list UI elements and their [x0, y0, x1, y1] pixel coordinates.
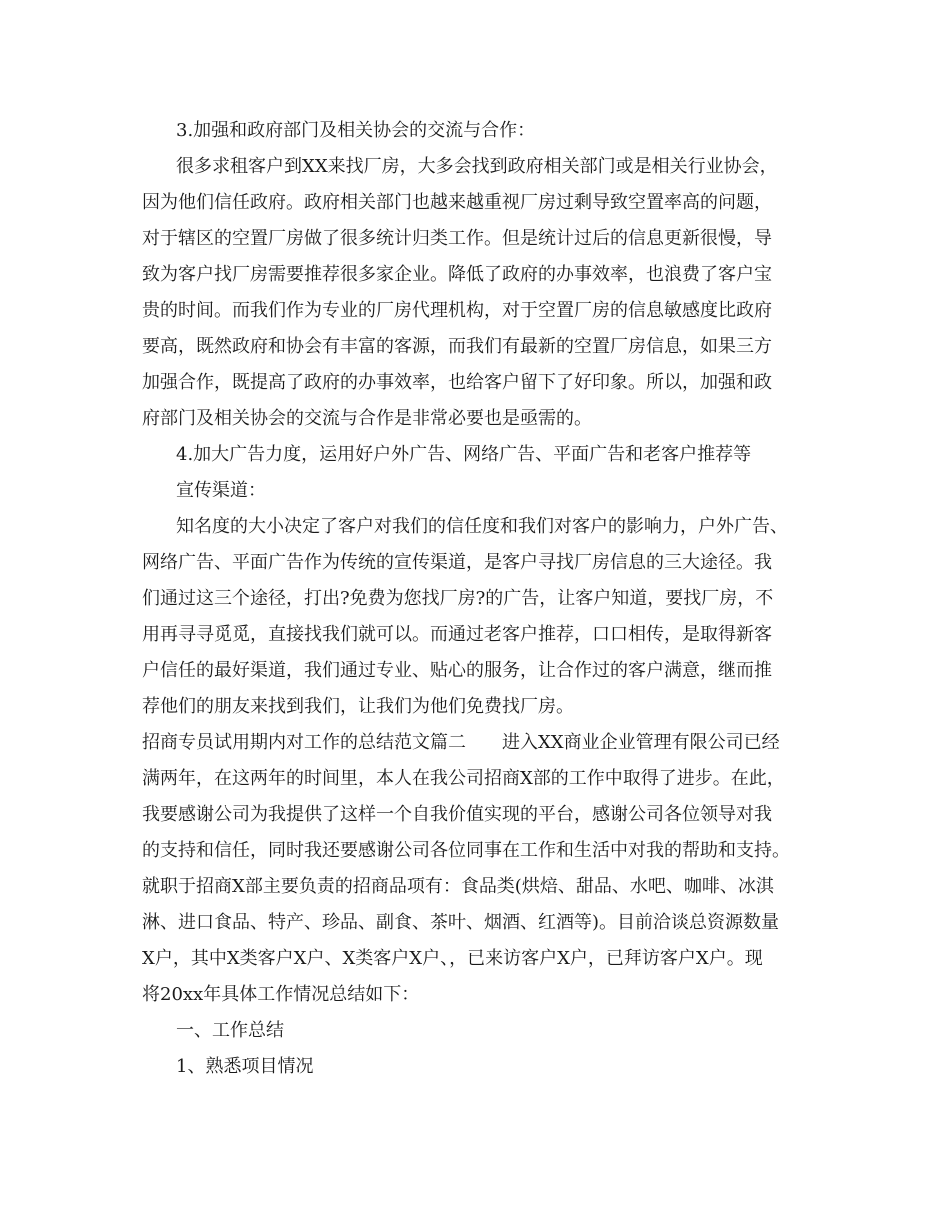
paragraph-line: 很多求租客户到XX来找厂房，大多会找到政府相关部门或是相关行业协会， [176, 156, 778, 177]
paragraph-line: 就职于招商X部主要负责的招商品项有：食品类(烘焙、甜品、水吧、咖啡、冰淇 [142, 876, 774, 897]
section-heading-4-continued: 宣传渠道： [176, 480, 266, 501]
paragraph-line: 将20xx年具体工作情况总结如下： [142, 984, 420, 1005]
paragraph-line: 网络广告、平面广告作为传统的宣传渠道，是客户寻找厂房信息的三大途径。我 [142, 552, 772, 573]
paragraph-line: 对于辖区的空置厂房做了很多统计归类工作。但是统计过后的信息更新很慢，导 [142, 228, 772, 249]
paragraph-line: 府部门及相关协会的交流与合作是非常必要也是亟需的。 [142, 408, 592, 429]
paragraph-line: 的支持和信任，同时我还要感谢公司各位同事在工作和生活中对我的帮助和支持。 [142, 840, 790, 861]
paragraph-line: 们通过这三个途径，打出?免费为您找厂房?的广告，让客户知道，要找厂房，不 [142, 588, 774, 609]
paragraph-line: 贵的时间。而我们作为专业的厂房代理机构，对于空置厂房的信息敏感度比政府 [142, 300, 772, 321]
section-heading-work-summary: 一、工作总结 [176, 1020, 284, 1041]
paragraph-line: 要高，既然政府和协会有丰富的客源，而我们有最新的空置厂房信息，如果三方 [142, 336, 772, 357]
paragraph-line: X户，其中X类客户X户、X类客户X户、，已来访客户X户，已拜访客户X户。现 [142, 948, 763, 969]
section-heading-3: 3.加强和政府部门及相关协会的交流与合作： [176, 120, 536, 141]
section-heading-4: 4.加大广告力度，运用好户外广告、网络广告、平面广告和老客户推荐等 [176, 444, 752, 465]
paragraph-line: 户信任的最好渠道，我们通过专业、贴心的服务，让合作过的客户满意，继而推 [142, 660, 772, 681]
article-title-line: 招商专员试用期内对工作的总结范文篇二 进入XX商业企业管理有限公司已经 [142, 732, 780, 753]
paragraph-line: 致为客户找厂房需要推荐很多家企业。降低了政府的办事效率，也浪费了客户宝 [142, 264, 772, 285]
paragraph-line: 因为他们信任政府。政府相关部门也越来越重视厂房过剩导致空置率高的问题， [142, 192, 772, 213]
subsection-heading: 1、熟悉项目情况 [176, 1056, 314, 1077]
paragraph-line: 我要感谢公司为我提供了这样一个自我价值实现的平台，感谢公司各位领导对我 [142, 804, 772, 825]
paragraph-line: 满两年，在这两年的时间里，本人在我公司招商X部的工作中取得了进步。在此， [142, 768, 785, 789]
paragraph-line: 加强合作，既提高了政府的办事效率，也给客户留下了好印象。所以，加强和政 [142, 372, 772, 393]
paragraph-line: 用再寻寻觅觅，直接找我们就可以。而通过老客户推荐，口口相传，是取得新客 [142, 624, 772, 645]
paragraph-line: 淋、进口食品、特产、珍品、副食、茶叶、烟酒、红酒等)。目前洽谈总资源数量 [142, 912, 780, 933]
paragraph-line: 知名度的大小决定了客户对我们的信任度和我们对客户的影响力，户外广告、 [176, 516, 788, 537]
paragraph-line: 荐他们的朋友来找到我们，让我们为他们免费找厂房。 [142, 696, 574, 717]
